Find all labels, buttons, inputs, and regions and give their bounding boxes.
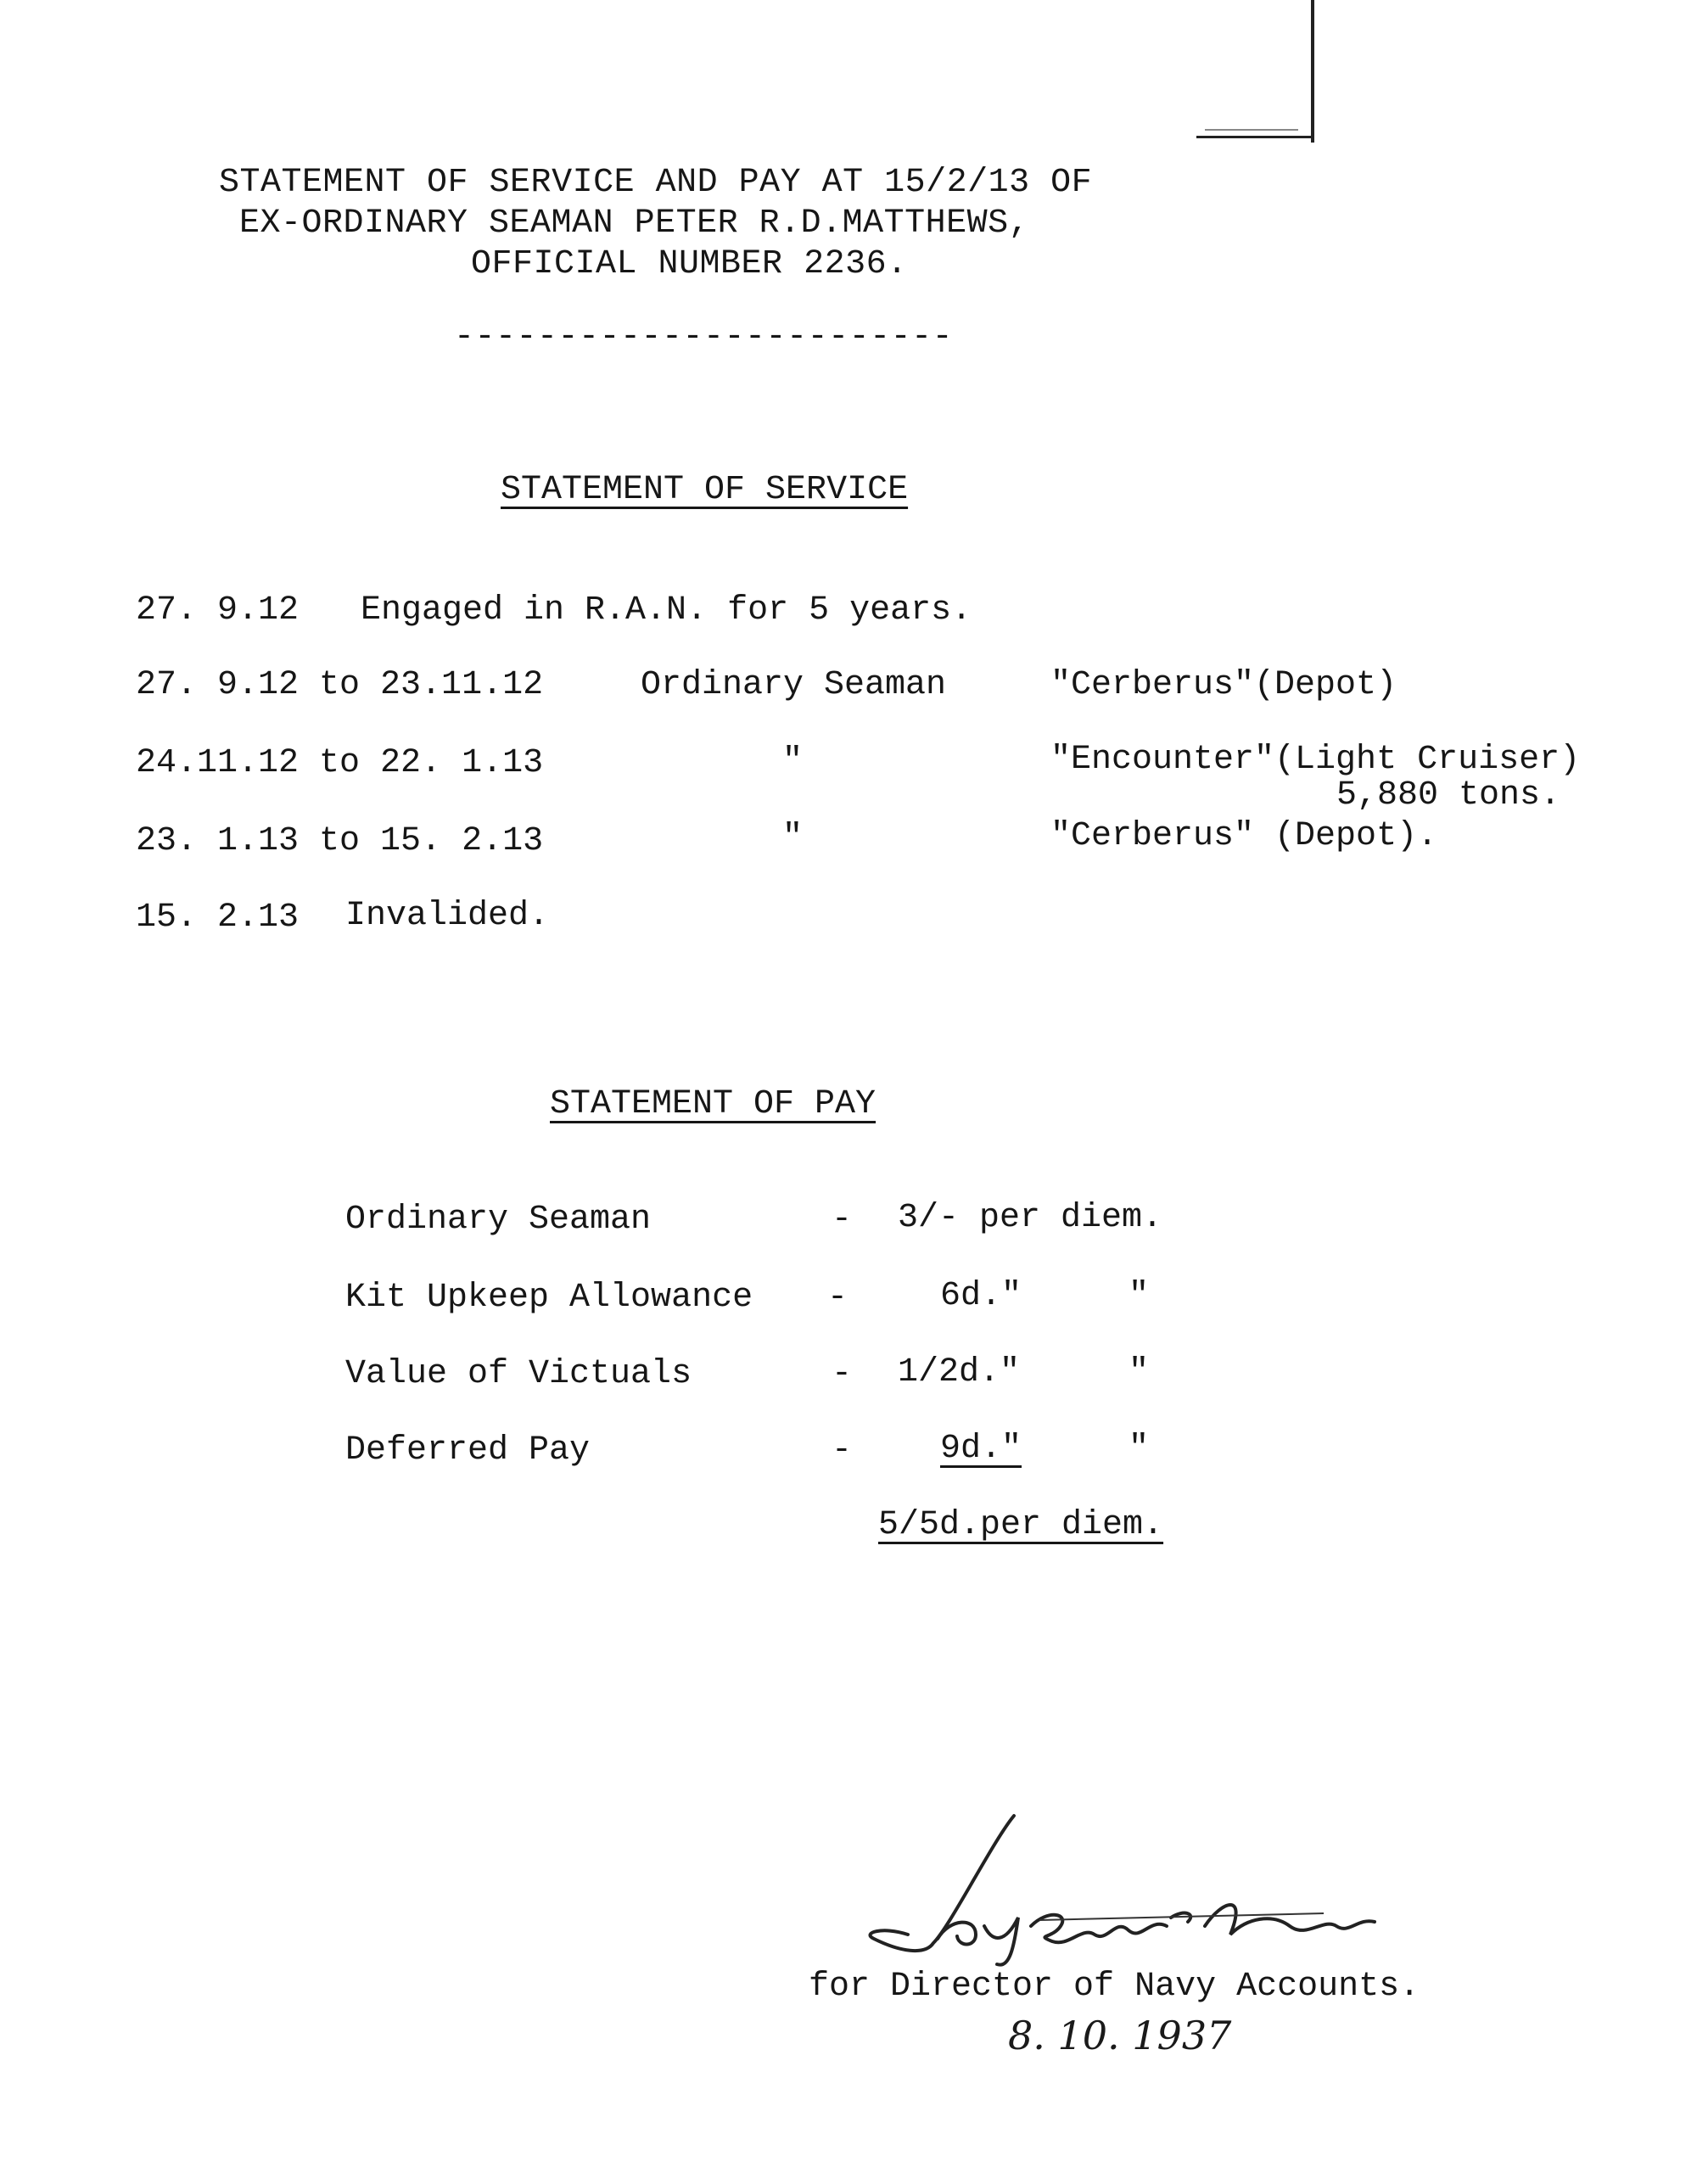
pay-row-3-ditto: "	[1129, 1353, 1150, 1392]
service-row-3-rank: "	[782, 742, 804, 781]
pay-row-1-dash: -	[832, 1201, 853, 1239]
service-row-5-date: 15. 2.13	[136, 899, 300, 937]
service-row-4-date: 23. 1.13 to 15. 2.13	[136, 822, 544, 860]
corner-mark-horizontal	[1196, 136, 1312, 138]
service-row-3-ship: "Encounter"(Light Cruiser)	[1050, 741, 1581, 779]
pay-row-4-dash: -	[832, 1431, 853, 1470]
header-rule: ------------------------	[454, 318, 954, 356]
signature-drawing	[848, 1799, 1409, 1968]
pay-row-1-item: Ordinary Seaman	[345, 1201, 652, 1239]
pay-row-4-rate: 9d."	[940, 1430, 1022, 1468]
pay-row-4-item: Deferred Pay	[345, 1431, 591, 1470]
service-row-1-text: Engaged in R.A.N. for 5 years.	[361, 591, 972, 630]
service-row-2-rank: Ordinary Seaman	[641, 666, 947, 704]
service-row-4-ship: "Cerberus" (Depot).	[1050, 817, 1438, 855]
corner-mark-vertical	[1311, 0, 1314, 143]
pay-heading: STATEMENT OF PAY	[550, 1085, 877, 1123]
signature-date: 8. 10. 1937	[1008, 2013, 1232, 2058]
service-row-2-date: 27. 9.12 to 23.11.12	[136, 666, 544, 704]
pay-row-3-dash: -	[832, 1355, 853, 1393]
header-line-2: EX-ORDINARY SEAMAN PETER R.D.MATTHEWS,	[239, 204, 1030, 243]
header-line-3: OFFICIAL NUMBER 2236.	[471, 245, 908, 283]
handwritten-signature	[848, 1799, 1409, 1968]
pay-row-4-ditto: "	[1129, 1430, 1150, 1468]
service-row-5-text: Invalided.	[345, 897, 550, 935]
service-row-4-rank: "	[782, 819, 804, 857]
pay-row-2-ditto: "	[1129, 1277, 1150, 1315]
header-line-1: STATEMENT OF SERVICE AND PAY AT 15/2/13 OF	[219, 164, 1093, 202]
signature-caption: for Director of Navy Accounts.	[809, 1968, 1420, 2006]
pay-row-2-item: Kit Upkeep Allowance	[345, 1279, 753, 1317]
service-row-3-date: 24.11.12 to 22. 1.13	[136, 744, 544, 782]
pay-row-2-rate: 6d."	[940, 1277, 1022, 1315]
pay-row-3-item: Value of Victuals	[345, 1355, 692, 1393]
service-heading: STATEMENT OF SERVICE	[501, 471, 909, 509]
pay-row-2-dash: -	[827, 1279, 848, 1317]
corner-mark-horizontal-2	[1205, 129, 1298, 131]
service-row-3-ship-note: 5,880 tons.	[1336, 776, 1561, 815]
service-row-1-date: 27. 9.12	[136, 591, 300, 630]
pay-row-1-rate: 3/- per diem.	[898, 1199, 1163, 1237]
pay-row-3-rate: 1/2d."	[898, 1353, 1021, 1392]
pay-total: 5/5d.per diem.	[878, 1506, 1164, 1544]
service-row-2-ship: "Cerberus"(Depot)	[1050, 666, 1397, 704]
